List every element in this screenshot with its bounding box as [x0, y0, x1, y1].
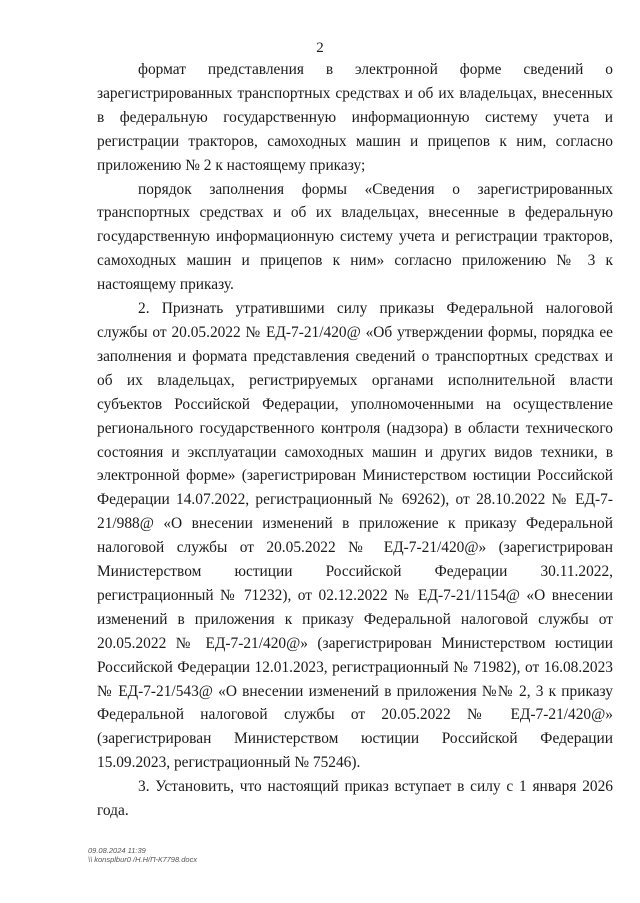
page-number: 2 — [316, 40, 324, 56]
file-stamp-path: \\ konsplbur0 /Н.Н/П-К7798.docx — [88, 855, 198, 864]
paragraph-procedure: порядок заполнения формы «Сведения о зарегистрированных транспортных средствах и об их владельцах, внесенные в федеральную государственную информационную систему учета и регистрации тракторов, самоходных машин и прицепов к ним» согласно приложению № 3 к настоящему приказу. — [97, 180, 613, 294]
paragraph-repeal-orders: 2. Признать утратившими силу приказы Федеральной налоговой службы от 20.05.2022 № ЕД-7-21/420@ «Об утверждении формы, порядка ее заполнения и формата представления сведений о транспортных средствах и об их владельцах, регистрируемых органами исполнительной власти субъектов Российской Федерации, уполномоченными на осуществление регионального государственного контроля (надзора) в области технического состояния и эксплуатации самоходных машин и других видов техники, в электронной форме» (зарегистрирован Министерством юстиции Российской Федерации 14.07.2022, регистрационный № 69262), от 28.10.2022 № ЕД-7-21/988@ «О внесении изменений в приложение к приказу Федеральной налоговой службы от 20.05.2022 № ЕД-7-21/420@» (зарегистрирован Министерством юстиции Российской Федерации 30.11.2022, регистрационный № 71232), от 02.12.2022 № ЕД-7-21/1154@ «О внесении изменений в приложения к приказу Федеральной налоговой службы от 20.05.2022 № ЕД-7-21/420@» (зарегистрирован Министерством юстиции Российской Федерации 12.01.2023, регистрационный № 71982), от 16.08.2023 № ЕД-7-21/543@ «О внесении изменений в приложения №№ 2, 3 к приказу Федеральной налоговой службы от 20.05.2022 № ЕД-7-21/420@» (зарегистрирован Министерством юстиции Российской Федерации 15.09.2023, регистрационный № 75246). — [97, 300, 613, 772]
paragraph-effective-date: 3. Установить, что настоящий приказ вступает в силу с 1 января 2026 года. — [97, 778, 613, 820]
document-body — [97, 58, 613, 823]
file-stamp — [88, 846, 197, 864]
paragraph-format: формат представления в электронной форме сведений о зарегистрированных транспортных средствах и об их владельцах, внесенных в федеральную государственную информационную систему учета и регистрации тракторов, самоходных машин и прицепов к ним, согласно приложению № 2 к настоящему приказу; — [97, 61, 613, 174]
file-stamp-date: 09.08.2024 11:39 — [88, 846, 146, 855]
